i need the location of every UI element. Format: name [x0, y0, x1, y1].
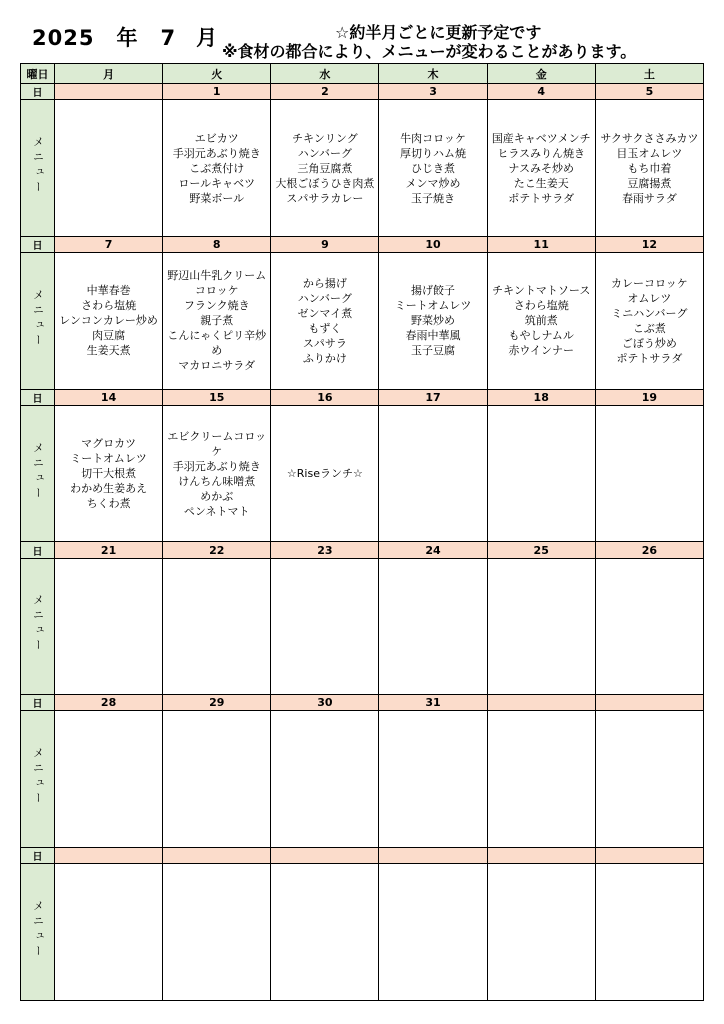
menu-cell [595, 558, 703, 695]
menu-cell [271, 558, 379, 695]
menu-item: もやしナムル [508, 329, 574, 343]
date-row-label: 日 [21, 84, 55, 100]
date-cell: 25 [487, 542, 595, 558]
menu-item: マカロニサラダ [178, 359, 256, 373]
menu-row-label-text: メニュー [31, 288, 45, 349]
menu-cell [487, 252, 595, 389]
date-row-label: 日 [21, 848, 55, 864]
date-cell: 19 [595, 389, 703, 405]
date-cell: 3 [379, 84, 487, 100]
menu-item: オムレツ [627, 291, 672, 305]
menu-row-label-text: メニュー [31, 441, 45, 502]
menu-item: 国産キャベツメンチ [491, 131, 591, 145]
menu-item: ナスみそ炒め [508, 161, 574, 175]
title-month: 7 [160, 26, 177, 50]
menu-item: 野辺山牛乳クリームコロッケ [167, 269, 267, 298]
menu-item: サクサクささみカツ [600, 131, 699, 145]
weekday-header-row [21, 64, 704, 84]
date-cell: 22 [163, 542, 271, 558]
title-month-unit: 月 [196, 26, 219, 50]
menu-row-label [21, 558, 55, 695]
menu-cell [379, 100, 487, 237]
date-cell: 26 [595, 542, 703, 558]
date-cell: 4 [487, 84, 595, 100]
menu-cell [379, 711, 487, 848]
date-cell [55, 84, 163, 100]
menu-item: マグロカツ [81, 437, 137, 451]
menu-cell [379, 405, 487, 542]
menu-item: ロールキャベツ [178, 176, 256, 190]
menu-item: たこ生姜天 [513, 176, 569, 190]
menu-cell [163, 558, 271, 695]
menu-cell [271, 100, 379, 237]
weekday-tue: 火 [163, 64, 271, 84]
menu-item: ヒラスみりん焼き [497, 146, 586, 160]
menu-item: 牛肉コロッケ [400, 131, 466, 145]
menu-item: 赤ウインナー [508, 344, 575, 358]
menu-item: チキンリング [292, 131, 358, 145]
date-cell [163, 848, 271, 864]
menu-item: 目玉オムレツ [616, 146, 683, 160]
menu-item: 親子煮 [200, 314, 234, 328]
menu-cell [487, 558, 595, 695]
menu-cell [55, 558, 163, 695]
menu-item: 揚げ餃子 [411, 284, 456, 298]
weekday-mon: 月 [55, 64, 163, 84]
menu-item: 手羽元あぶり焼き [172, 146, 261, 160]
menu-cell [595, 405, 703, 542]
date-row-label: 日 [21, 236, 55, 252]
weekday-sat: 土 [595, 64, 703, 84]
menu-cell [271, 405, 379, 542]
menu-cell [55, 711, 163, 848]
menu-cell [55, 252, 163, 389]
date-row [21, 695, 704, 711]
menu-item: チキントマトソース [492, 284, 591, 298]
date-cell: 31 [379, 695, 487, 711]
page-title [32, 22, 218, 52]
menu-item: 野菜ボール [189, 191, 245, 205]
menu-row-label [21, 100, 55, 237]
menu-item: ふりかけ [302, 351, 347, 365]
menu-cell [271, 711, 379, 848]
menu-cell [487, 864, 595, 1001]
date-cell: 11 [487, 236, 595, 252]
menu-cell [595, 864, 703, 1001]
menu-row-label [21, 711, 55, 848]
title-year-unit: 年 [116, 26, 139, 50]
menu-item: 豆腐揚煮 [627, 176, 672, 190]
menu-item: 手羽元あぶり焼き [172, 459, 261, 473]
menu-item: ミニハンバーグ [611, 306, 688, 320]
menu-row-label-text: メニュー [31, 747, 45, 808]
menu-item: ミートオムレツ [394, 299, 472, 313]
ingredient-note: ※食材の都合により、メニューが変わることがあります。 [222, 42, 637, 61]
menu-item: もずく [308, 321, 342, 335]
menu-item: 大根ごぼうひき肉煮 [275, 176, 375, 190]
menu-row [21, 711, 704, 848]
menu-item: ひじき煮 [411, 161, 456, 175]
menu-item: こぶ煮 [632, 321, 666, 335]
page-header [0, 0, 724, 62]
menu-item: こんにゃくピリ辛炒め [167, 329, 267, 358]
menu-item: ミートオムレツ [70, 452, 147, 466]
menu-item: ポテトサラダ [616, 351, 683, 365]
menu-cell [379, 558, 487, 695]
menu-item: 肉豆腐 [92, 329, 126, 343]
date-cell: 30 [271, 695, 379, 711]
menu-row-label [21, 405, 55, 542]
menu-item: レンコンカレー炒め [59, 314, 158, 328]
menu-item: エビクリームコロッケ [167, 429, 267, 458]
date-cell: 10 [379, 236, 487, 252]
menu-item: 春雨サラダ [621, 191, 677, 205]
menu-item: ペンネトマト [183, 504, 250, 518]
date-cell: 9 [271, 236, 379, 252]
date-cell: 14 [55, 389, 163, 405]
menu-cell [163, 252, 271, 389]
date-cell: 24 [379, 542, 487, 558]
menu-cell [55, 100, 163, 237]
menu-item: さわら塩焼 [513, 299, 569, 313]
menu-row-label-text: メニュー [31, 594, 45, 655]
menu-item: さわら塩焼 [81, 299, 137, 313]
menu-cell [55, 864, 163, 1001]
date-row [21, 542, 704, 558]
menu-cell [487, 711, 595, 848]
menu-item: ポテトサラダ [508, 191, 575, 205]
menu-item: 三角豆腐煮 [297, 161, 353, 175]
date-cell [487, 695, 595, 711]
menu-row-label [21, 864, 55, 1001]
menu-row [21, 864, 704, 1001]
menu-cell [163, 405, 271, 542]
date-row-label: 日 [21, 542, 55, 558]
menu-item: ハンバーグ [297, 146, 352, 160]
menu-item: けんちん味噌煮 [178, 474, 256, 488]
menu-item: 切干大根煮 [81, 467, 137, 481]
menu-cell [271, 864, 379, 1001]
menu-item: 厚切りハム焼 [400, 146, 467, 160]
menu-item: ちくわ煮 [86, 497, 131, 511]
date-cell: 15 [163, 389, 271, 405]
date-cell: 1 [163, 84, 271, 100]
date-cell [487, 848, 595, 864]
menu-item: から揚げ [302, 276, 347, 290]
date-cell: 23 [271, 542, 379, 558]
date-row [21, 236, 704, 252]
menu-cell [487, 100, 595, 237]
date-row [21, 389, 704, 405]
menu-item: 中華春巻 [86, 284, 131, 298]
date-cell [379, 848, 487, 864]
date-cell: 7 [55, 236, 163, 252]
date-row [21, 848, 704, 864]
menu-row-label-text: メニュー [31, 900, 45, 961]
menu-cell [163, 711, 271, 848]
date-cell [55, 848, 163, 864]
date-cell: 18 [487, 389, 595, 405]
menu-item: メンマ炒め [405, 176, 461, 190]
weekday-corner-label: 曜日 [21, 64, 55, 84]
menu-row-label [21, 252, 55, 389]
date-cell: 2 [271, 84, 379, 100]
date-cell: 29 [163, 695, 271, 711]
date-cell: 5 [595, 84, 703, 100]
menu-item: ゼンマイ煮 [297, 306, 353, 320]
date-row-label: 日 [21, 695, 55, 711]
menu-cell [379, 864, 487, 1001]
menu-item: スパサラカレー [286, 191, 364, 205]
date-cell: 16 [271, 389, 379, 405]
title-year: 2025 [32, 26, 95, 50]
menu-item: エビカツ [194, 131, 239, 145]
menu-item: 筑前煮 [524, 314, 558, 328]
weekday-wed: 水 [271, 64, 379, 84]
weekday-fri: 金 [487, 64, 595, 84]
menu-item: めかぶ [200, 489, 234, 503]
date-cell: 21 [55, 542, 163, 558]
menu-item: もち巾着 [627, 161, 672, 175]
menu-cell [55, 405, 163, 542]
menu-item: こぶ煮付け [189, 161, 245, 175]
weekday-thu: 木 [379, 64, 487, 84]
menu-row [21, 405, 704, 542]
menu-cell [271, 252, 379, 389]
menu-item: 玉子豆腐 [411, 344, 456, 358]
update-note: ☆約半月ごとに更新予定です [335, 23, 542, 42]
date-cell: 17 [379, 389, 487, 405]
menu-item: 春雨中華風 [405, 329, 461, 343]
menu-item: 野菜炒め [411, 314, 456, 328]
menu-cell [595, 252, 703, 389]
menu-item: ☆Riseランチ☆ [286, 467, 363, 481]
menu-row [21, 252, 704, 389]
menu-item: わかめ生姜あえ [70, 482, 148, 496]
date-row-label: 日 [21, 389, 55, 405]
menu-cell [163, 100, 271, 237]
menu-item: 生姜天煮 [86, 344, 131, 358]
date-cell [271, 848, 379, 864]
menu-item: スパサラ [302, 336, 347, 350]
menu-cell [163, 864, 271, 1001]
menu-item: フランク焼き [183, 299, 250, 313]
menu-item: ごぼう炒め [621, 336, 677, 350]
date-cell: 12 [595, 236, 703, 252]
menu-row [21, 558, 704, 695]
menu-row-label-text: メニュー [31, 136, 45, 197]
date-row [21, 84, 704, 100]
menu-cell [595, 711, 703, 848]
date-cell: 28 [55, 695, 163, 711]
menu-cell [595, 100, 703, 237]
menu-row [21, 100, 704, 237]
menu-cell [487, 405, 595, 542]
date-cell [595, 695, 703, 711]
menu-item: 玉子焼き [411, 191, 456, 205]
date-cell: 8 [163, 236, 271, 252]
menu-calendar [20, 63, 704, 1001]
menu-item: カレーコロッケ [611, 276, 688, 290]
menu-item: ハンバーグ [297, 291, 352, 305]
date-cell [595, 848, 703, 864]
menu-cell [379, 252, 487, 389]
